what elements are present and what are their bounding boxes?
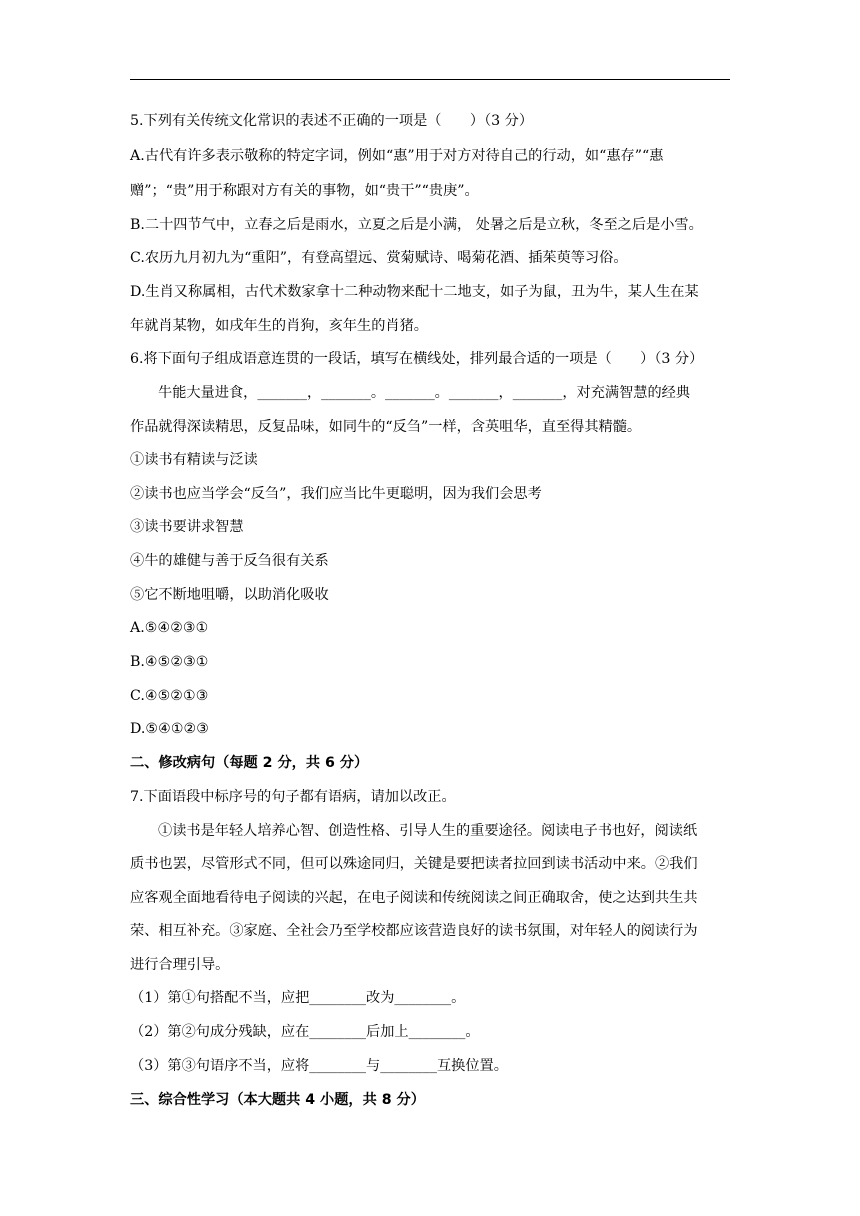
q7-passage-line4: 荣、相互补充。③家庭、全社会乃至学校都应该营造良好的读书氛围，对年轻人的阅读行为	[130, 923, 698, 939]
q6-sentence-3: ③读书要讲求智慧	[130, 519, 244, 535]
q7-answer-2: （2）第②句成分残缺，应在________后加上________。	[130, 1024, 480, 1040]
q6-stem: 6.将下面句子组成语意连贯的一段话，填写在横线处，排列最合适的一项是（ ）（3 分）	[130, 351, 704, 367]
q6-sentence-4: ④牛的雄健与善于反刍很有关系	[130, 553, 329, 569]
q6-passage-line1: 牛能大量进食，_______，_______。_______。_______，_______，对充满智慧的经典	[158, 385, 691, 401]
q6-passage-line2: 作品就得深读精思，反复品味，如同牛的“反刍”一样，含英咀华，直至得其精髓。	[130, 419, 642, 435]
q7-passage-line1: ①读书是年轻人培养心智、创造性格、引导人生的重要途径。阅读电子书也好，阅读纸	[158, 823, 698, 839]
q5-option-b: B.二十四节气中，立春之后是雨水，立夏之后是小满， 处暑之后是立秋，冬至之后是小雪。	[130, 217, 703, 233]
q7-passage-line2: 质书也罢，尽管形式不同，但可以殊途同归，关键是要把读者拉回到读书活动中来。②我们	[130, 856, 698, 872]
q5-option-d-line1: D.生肖又称属相，古代术数家拿十二种动物来配十二地支，如子为鼠，丑为牛，某人生在某	[130, 284, 699, 300]
q5-option-d-line2: 年就肖某物，如戌年生的肖狗，亥年生的肖猪。	[130, 318, 428, 334]
q6-sentence-2: ②读书也应当学会“反刍”，我们应当比牛更聪明，因为我们会思考	[130, 486, 542, 502]
q7-passage-line3: 应客观全面地看待电子阅读的兴起，在电子阅读和传统阅读之间正确取舍，使之达到共生共	[130, 890, 698, 906]
q6-option-a: A.⑤④②③①	[130, 620, 209, 636]
q5-stem: 5.下列有关传统文化常识的表述不正确的一项是（ ）（3 分）	[130, 113, 534, 129]
q5-option-c: C.农历九月初九为“重阳”，有登高望远、赏菊赋诗、喝菊花酒、插茱萸等习俗。	[130, 250, 628, 266]
q6-sentence-5: ⑤它不断地咀嚼，以助消化吸收	[130, 587, 329, 603]
q5-option-a-line1: A.古代有许多表示敬称的特定字词，例如“惠”用于对方对待自己的行动，如“惠存”“惠	[130, 148, 664, 164]
q5-option-a-line2: 赠”；“贵”用于称跟对方有关的事物，如“贵干”“贵庚”。	[130, 183, 479, 199]
section-2-heading: 二、修改病句（每题 2 分，共 6 分）	[130, 755, 369, 771]
q7-stem: 7.下面语段中标序号的句子都有语病，请加以改正。	[130, 789, 456, 805]
q6-option-c: C.④⑤②①③	[130, 688, 209, 704]
section-3-heading: 三、综合性学习（本大题共 4 小题，共 8 分）	[130, 1092, 425, 1108]
q7-passage-line5: 进行合理引导。	[130, 957, 230, 973]
q6-sentence-1: ①读书有精读与泛读	[130, 452, 258, 468]
q6-option-b: B.④⑤②③①	[130, 654, 209, 670]
q7-answer-1: （1）第①句搭配不当，应把________改为________。	[130, 990, 466, 1006]
header-rule	[130, 79, 730, 80]
q7-answer-3: （3）第③句语序不当，应将________与________互换位置。	[130, 1058, 508, 1074]
q6-option-d: D.⑤④①②③	[130, 721, 209, 737]
